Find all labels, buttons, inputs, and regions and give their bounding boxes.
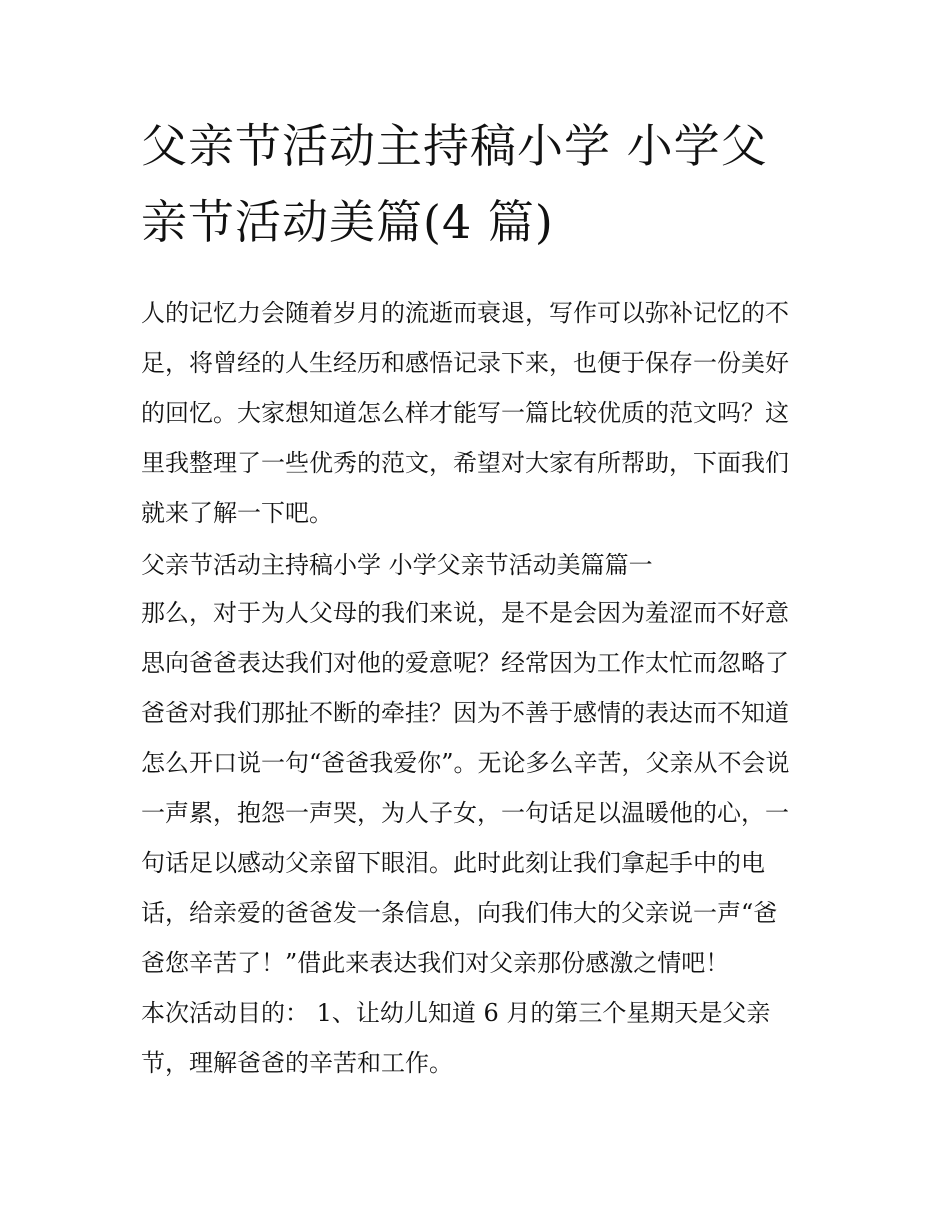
document-page [141,108,813,1088]
paragraph-line: 本次活动目的： 1、让幼儿知道 6 月的第三个星期天是父亲 [141,999,771,1027]
section-heading: 父亲节活动主持稿小学 小学父亲节活动美篇篇一 [141,551,653,579]
title-line: 亲节活动美篇(4 篇) [141,195,554,249]
intro-paragraph [141,288,813,538]
main-paragraph [141,588,813,988]
paragraph-line: 那么，对于为人父母的我们来说，是不是会因为羞涩而不好意 [141,599,789,627]
paragraph-line: 里我整理了一些优秀的范文，希望对大家有所帮助，下面我们 [141,449,789,477]
paragraph-line: 句话足以感动父亲留下眼泪。此时此刻让我们拿起手中的电 [141,849,765,877]
paragraph-line: 的回忆。大家想知道怎么样才能写一篇比较优质的范文吗？这 [141,399,789,427]
activity-goal-paragraph [141,988,813,1088]
paragraph-line: 节，理解爸爸的辛苦和工作。 [141,1049,453,1077]
document-title [141,108,813,260]
paragraph-line: 一声累，抱怨一声哭，为人子女，一句话足以温暖他的心，一 [141,799,789,827]
title-line: 父亲节活动主持稿小学 小学父 [141,119,768,173]
paragraph-line: 思向爸爸表达我们对他的爱意呢？经常因为工作太忙而忽略了 [141,649,789,677]
paragraph-line: 怎么开口说一句“爸爸我爱你”。无论多么辛苦，父亲从不会说 [141,749,790,777]
paragraph-line: 足，将曾经的人生经历和感悟记录下来，也便于保存一份美好 [141,349,789,377]
paragraph-line: 爸爸对我们那扯不断的牵挂？因为不善于感情的表达而不知道 [141,699,789,727]
paragraph-line: 就来了解一下吧。 [141,499,333,527]
paragraph-line: 爸您辛苦了！”借此来表达我们对父亲那份感激之情吧！ [141,949,730,977]
paragraph-line: 人的记忆力会随着岁月的流逝而衰退，写作可以弥补记忆的不 [141,299,789,327]
paragraph-line: 话，给亲爱的爸爸发一条信息，向我们伟大的父亲说一声“爸 [141,899,778,927]
